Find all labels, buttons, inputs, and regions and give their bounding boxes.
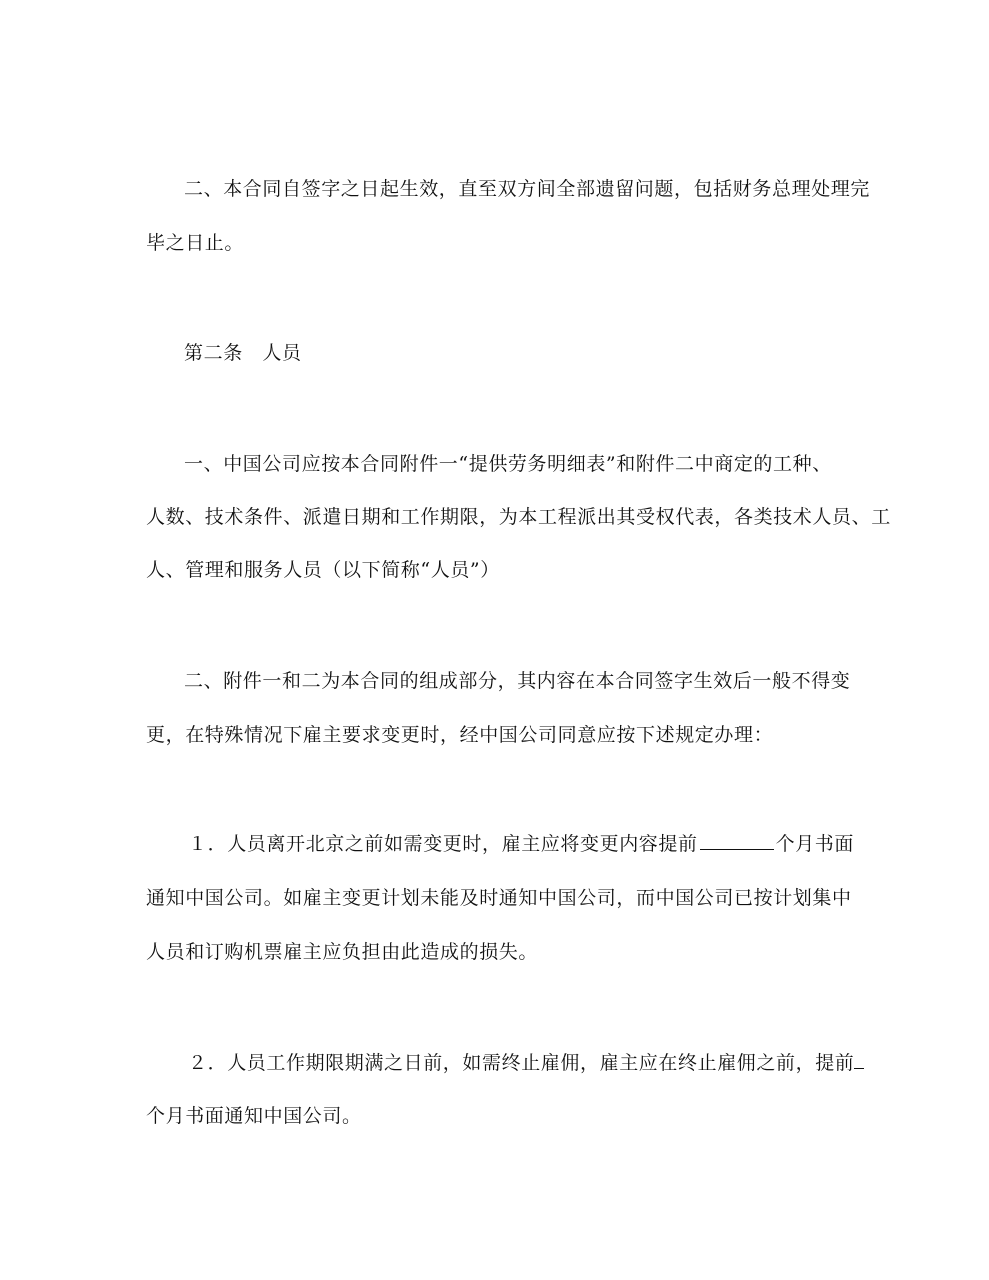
change-rule-1-line-2: 通知中国公司。如雇主变更计划未能及时通知中国公司，而中国公司已按计划集中: [146, 887, 852, 909]
change-rule-1-text-after-blank: 个月书面: [775, 833, 855, 855]
clause-2-effective-line-1: 二、本合同自签字之日起生效，直至双方间全部遗留问题，包括财务总理处理完: [184, 178, 871, 200]
change-rule-1-line-1: [188, 830, 854, 858]
personnel-clause-2-line-1: 二、附件一和二为本合同的组成部分，其内容在本合同签字生效后一般不得变: [184, 670, 851, 692]
months-fill-blank-short: [854, 1050, 864, 1069]
personnel-clause-1-line-3: 人、管理和服务人员（以下简称“人员”）: [146, 559, 500, 581]
change-rule-1-line-3: 人员和订购机票雇主应负担由此造成的损失。: [146, 941, 539, 963]
change-rule-2-line-2: 个月书面通知中国公司。: [146, 1105, 362, 1127]
months-fill-blank: [700, 831, 774, 850]
change-rule-2-line-1: [188, 1049, 864, 1077]
change-rule-1-text-before-blank: １．人员离开北京之前如需变更时，雇主应将变更内容提前: [188, 833, 698, 855]
personnel-clause-1-line-2: 人数、技术条件、派遣日期和工作期限，为本工程派出其受权代表，各类技术人员、工: [146, 506, 891, 528]
personnel-clause-1-line-1: 一、中国公司应按本合同附件一“提供劳务明细表”和附件二中商定的工种、: [184, 453, 832, 475]
change-rule-2-text: ２．人员工作期限期满之日前，如需终止雇佣，雇主应在终止雇佣之前，提前: [188, 1052, 855, 1074]
article-2-heading: 第二条 人员: [184, 342, 302, 364]
personnel-clause-2-line-2: 更，在特殊情况下雇主要求变更时，经中国公司同意应按下述规定办理：: [146, 724, 774, 746]
clause-2-effective-line-2: 毕之日止。: [146, 232, 245, 254]
